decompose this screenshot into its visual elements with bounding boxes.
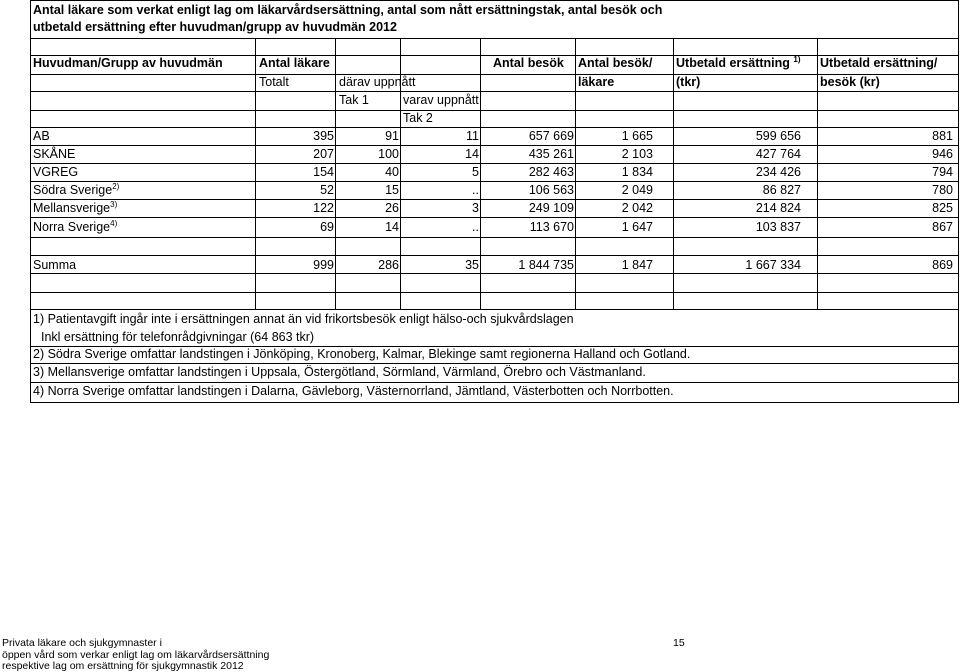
header-per-besok: Utbetald ersättning/ [820, 56, 938, 70]
header-besok-per-lakare: Antal besök/ [578, 56, 653, 70]
cell-per-besok: 780 [932, 183, 953, 197]
note-1-continued: Inkl ersättning för telefonrådgivningar (64 863 tkr) [41, 330, 315, 344]
row-label-text: AB [33, 129, 50, 143]
summa-label: Summa [33, 258, 77, 272]
grid-line [30, 363, 959, 364]
row-label [33, 183, 119, 198]
cell-totalt: 154 [313, 165, 334, 179]
cell-besok: 249 109 [528, 201, 574, 215]
row-footnote-marker: 2) [112, 181, 120, 191]
header-per-besok-2: besök (kr) [820, 75, 880, 89]
cell-per-lakare: 1 647 [621, 220, 653, 234]
page-number: 15 [673, 637, 685, 649]
note-1: 1) Patientavgift ingår inte i ersättningen annat än vid frikortsbesök enligt hälso-och sjukvårdslagen [33, 312, 574, 326]
header-utbetald-2: (tkr) [676, 75, 701, 89]
footer-line3: respektive lag om ersättning för sjukgymnastik 2012 [2, 660, 244, 672]
cell-totalt: 52 [320, 183, 334, 197]
grid-line [30, 91, 959, 92]
cell-tak1: 40 [385, 165, 399, 179]
cell-tak2: .. [472, 220, 479, 234]
row-label [33, 220, 117, 235]
summa-per-lakare: 1 847 [621, 258, 653, 272]
grid-line [30, 127, 959, 128]
cell-per-lakare: 2 042 [621, 201, 653, 215]
cell-per-besok: 794 [932, 165, 953, 179]
cell-tak2: .. [472, 183, 479, 197]
row-footnote-marker: 4) [110, 218, 118, 228]
table-border-top [30, 0, 959, 1]
cell-totalt: 69 [320, 220, 334, 234]
footer-line1: Privata läkare och sjukgymnaster i [2, 637, 162, 649]
cell-tak1: 26 [385, 201, 399, 215]
grid-line [30, 237, 959, 238]
cell-totalt: 207 [313, 147, 334, 161]
grid-line [30, 309, 959, 310]
cell-besok: 657 669 [528, 129, 574, 143]
table-border-bottom [30, 402, 959, 403]
cell-tak1: 91 [385, 129, 399, 143]
cell-tak1: 15 [385, 183, 399, 197]
cell-utbetald: 86 827 [762, 183, 801, 197]
grid-line [30, 217, 959, 218]
cell-utbetald: 427 764 [755, 147, 801, 161]
header-darav: därav uppnått [339, 75, 416, 89]
cell-utbetald: 234 426 [755, 165, 801, 179]
cell-utbetald: 103 837 [755, 220, 801, 234]
grid-line [30, 163, 959, 164]
header-tak2: Tak 2 [403, 111, 433, 125]
summa-tak1: 286 [378, 258, 399, 272]
footer-line2: öppen vård som verkar enligt lag om läkarvårdsersättning [2, 649, 270, 661]
row-footnote-marker: 3) [110, 199, 118, 209]
row-label [33, 129, 50, 144]
grid-line [30, 181, 959, 182]
grid-line [30, 292, 959, 293]
header-antal-besok: Antal besök [493, 56, 564, 70]
grid-line [30, 273, 959, 274]
report-table [30, 0, 959, 403]
cell-tak2: 14 [465, 147, 479, 161]
summa-utbetald: 1 667 334 [745, 258, 801, 272]
cell-utbetald: 599 656 [755, 129, 801, 143]
header-totalt: Totalt [259, 75, 289, 89]
note-4: 4) Norra Sverige omfattar landstingen i Dalarna, Gävleborg, Västernorrland, Jämtland, Västerbotten och Norrbotten. [33, 384, 674, 398]
note-3: 3) Mellansverige omfattar landstingen i Uppsala, Östergötland, Sörmland, Värmland, Örebro och Västmanland. [33, 365, 646, 379]
cell-per-besok: 825 [932, 201, 953, 215]
cell-per-lakare: 2 103 [621, 147, 653, 161]
grid-line [30, 382, 959, 383]
table-border-right [958, 0, 959, 403]
row-label-text: SKÅNE [33, 147, 76, 161]
grid-line [30, 255, 959, 256]
cell-totalt: 395 [313, 129, 334, 143]
cell-tak2: 11 [466, 129, 479, 143]
table-border-left [30, 0, 31, 403]
header-antal-lakare: Antal läkare [259, 56, 330, 70]
row-label [33, 201, 117, 216]
header-varav: varav uppnått [403, 93, 479, 107]
table-title-line2: utbetald ersättning efter huvudman/grupp av huvudmän 2012 [33, 20, 397, 34]
cell-per-lakare: 1 665 [621, 129, 653, 143]
cell-tak2: 3 [472, 201, 479, 215]
grid-line [30, 110, 959, 111]
grid-line [30, 145, 959, 146]
grid-line [30, 199, 959, 200]
summa-per-besok: 869 [932, 258, 953, 272]
row-label-text: VGREG [33, 165, 79, 179]
cell-totalt: 122 [313, 201, 334, 215]
row-label-text: Södra Sverige [33, 183, 113, 197]
header-utbetald-text: Utbetald ersättning [676, 56, 790, 70]
header-besok-per-lakare-2: läkare [578, 75, 615, 89]
row-label [33, 147, 75, 162]
row-label-text: Mellansverige [33, 201, 111, 215]
cell-per-lakare: 2 049 [621, 183, 653, 197]
title-divider [30, 38, 959, 39]
table-title-line1: Antal läkare som verkat enligt lag om läkarvårdsersättning, antal som nått ersättningstak, antal besök och [33, 3, 663, 17]
cell-per-besok: 946 [932, 147, 953, 161]
cell-per-lakare: 1 834 [621, 165, 653, 179]
summa-tak2: 35 [465, 258, 479, 272]
cell-utbetald: 214 824 [755, 201, 801, 215]
row-label-text: Norra Sverige [33, 220, 111, 234]
cell-per-besok: 881 [932, 129, 953, 143]
cell-besok: 106 563 [528, 183, 574, 197]
summa-totalt: 999 [313, 258, 334, 272]
row-label [33, 165, 78, 180]
cell-per-besok: 867 [932, 220, 953, 234]
header-tak1: Tak 1 [339, 93, 369, 107]
cell-besok: 282 463 [528, 165, 574, 179]
header-group: Huvudman/Grupp av huvudmän [33, 56, 223, 70]
note-2: 2) Södra Sverige omfattar landstingen i Jönköping, Kronoberg, Kalmar, Blekinge samt regionerna Halland och Gotland. [33, 347, 691, 361]
cell-tak1: 100 [378, 147, 399, 161]
header-utbetald-footnote: 1) [793, 54, 801, 64]
cell-tak2: 5 [472, 165, 479, 179]
cell-besok: 113 670 [529, 220, 574, 234]
cell-besok: 435 261 [528, 147, 574, 161]
header-utbetald [676, 56, 801, 71]
cell-tak1: 14 [385, 220, 399, 234]
summa-besok: 1 844 735 [518, 258, 574, 272]
